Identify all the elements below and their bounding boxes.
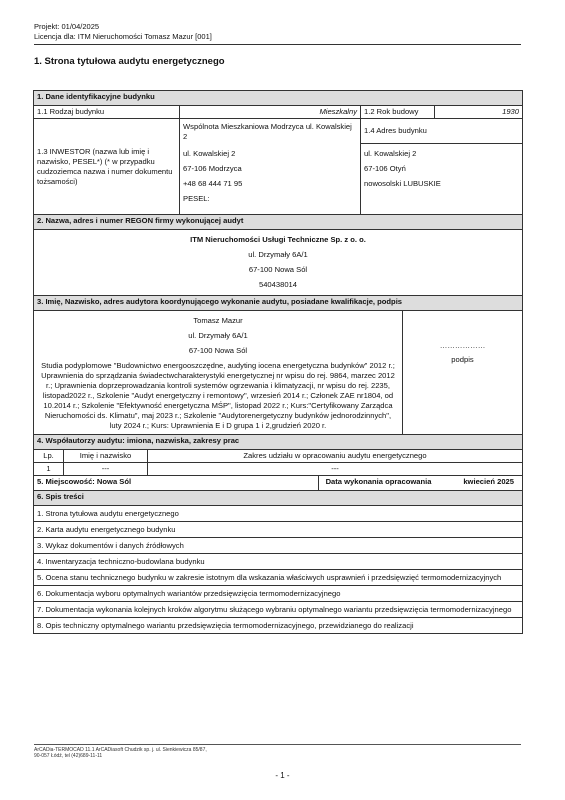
preparation-date-label: Data wykonania opracowania xyxy=(319,476,435,491)
toc-item: 3. Wykaz dokumentów i danych źródłowych xyxy=(34,538,523,554)
coauthor-scope: --- xyxy=(148,463,523,476)
building-type-value: Mieszkalny xyxy=(180,106,361,119)
auditor-street: ul. Drzymały 6A/1 xyxy=(188,331,248,340)
address-street: ul. Kowalskiej 2 xyxy=(364,149,417,158)
address-city: 67-106 Otyń xyxy=(364,164,406,173)
footer-credits xyxy=(34,747,207,759)
section-2-heading: 2. Nazwa, adres i numer REGON firmy wykonującej audyt xyxy=(34,215,523,230)
toc-item: 2. Karta audytu energetycznego budynku xyxy=(34,522,523,538)
investor-details xyxy=(180,119,361,215)
toc-item: 1. Strona tytułowa audytu energetycznego xyxy=(34,506,523,522)
auditor-name: Tomasz Mazur xyxy=(193,316,243,325)
coauthor-name: --- xyxy=(64,463,148,476)
building-type-label: 1.1 Rodzaj budynku xyxy=(34,106,180,119)
coauthor-lp: 1 xyxy=(34,463,64,476)
page-title: 1. Strona tytułowa audytu energetycznego xyxy=(34,56,225,67)
footer-divider xyxy=(34,744,521,745)
investor-pesel: PESEL: xyxy=(183,194,210,203)
coauthors-col-name: Imię i nazwisko xyxy=(64,450,148,463)
toc-item: 6. Dokumentacja wyboru optymalnych wariantów przedsięwzięcia termomodernizacyjnego xyxy=(34,586,523,602)
toc-item: 7. Dokumentacja wykonania kolejnych kroków algorytmu służącego wybraniu optymalnego wariantu przedsięwzięcia termomodernizacyjnego xyxy=(34,602,523,618)
audit-title-table xyxy=(33,90,523,634)
build-year-value: 1930 xyxy=(435,106,523,119)
page-number: - 1 - xyxy=(275,771,290,780)
auditor-qualifications: Studia podyplomowe "Budownictwo energooszczędne, audyting iocena energetyczna budynków" 2012 r.; Uprawnienia do sprządzania świadectwcharakterystyki energetycznej nr wpisu do rej. 9864, marzec 2012 r.; Uprawnienia doprzeprowadzania kontroli systemów ogrzewania i klimatyzacji, nr wpisu do rej. 2235, listopad2022 r., Szkolenie "Audyt energetyczny i remontowy", wrzesień 2014 r.; Członek ZAE nr1804, od 10.2014 r.; Szkolenie "Efektywność energetyczna MŚP", listopad 2022 r.; Kurs:"Certyfikowany Zarządca Nieruchomości ds. Klimatu", maj 2023 r.; Szkolenie "Audytorenergetyczny budynków jednorodzinnych", luty 2024 r.; Kurs: Uprawnienia E i D grupa 1 i 2,grudzień 2020 r. xyxy=(41,361,395,430)
address-region: nowosolski LUBUSKIE xyxy=(364,179,441,188)
build-year-label: 1.2 Rok budowy xyxy=(361,106,435,119)
auditor-details xyxy=(34,311,403,435)
section-3-heading: 3. Imię, Nazwisko, adres audytora koordynującego wykonanie audytu, posiadane kwalifikacje, podpis xyxy=(34,296,523,311)
section-1-heading: 1. Dane identyfikacyjne budynku xyxy=(34,91,523,106)
investor-phone: +48 68 444 71 95 xyxy=(183,179,243,188)
coauthors-col-scope: Zakres udziału w opracowaniu audytu energetycznego xyxy=(148,450,523,463)
license-info: Licencja dla: ITM Nieruchomości Tomasz Mazur [001] xyxy=(34,32,212,41)
investor-city: 67-106 Modrzyca xyxy=(183,164,242,173)
header-divider xyxy=(34,44,521,45)
signature-box xyxy=(403,311,523,435)
footer-line-2: 90-057 Łódź, tel (42)689-11-11 xyxy=(34,753,103,759)
investor-label: 1.3 INWESTOR (nazwa lub imię i nazwisko, PESEL*) (* w przypadku cudzoziemca nazwa i numer dokumentu tożsamości) xyxy=(34,119,180,215)
toc-item: 4. Inwentaryzacja techniczno-budowlana budynku xyxy=(34,554,523,570)
company-regon: 540438014 xyxy=(258,280,297,289)
auditor-city: 67-100 Nowa Sól xyxy=(188,346,248,355)
section-4-heading: 4. Współautorzy audytu: imiona, nazwiska, zakresy prac xyxy=(34,435,523,450)
table-row xyxy=(34,463,523,476)
signature-dots: ……………… xyxy=(439,341,486,350)
company-details xyxy=(34,230,523,296)
address-label: 1.4 Adres budynku xyxy=(361,119,522,144)
investor-street: ul. Kowalskiej 2 xyxy=(183,149,236,158)
place-of-preparation: 5. Miejscowość: Nowa Sól xyxy=(34,476,319,491)
signature-label: podpis xyxy=(451,355,474,364)
document-header xyxy=(34,22,212,42)
project-number: Projekt: 01/04/2025 xyxy=(34,22,100,31)
company-name: ITM Nieruchomości Usługi Techniczne Sp. z o. o. xyxy=(190,235,366,244)
company-city: 67-100 Nowa Sól xyxy=(248,265,308,274)
preparation-date-value: kwiecień 2025 xyxy=(435,476,523,491)
section-6-heading: 6. Spis treści xyxy=(34,491,523,506)
toc-item: 8. Opis techniczny optymalnego wariantu przedsięwzięcia termomodernizacyjnego, przewidzianego do realizacji xyxy=(34,618,523,634)
coauthors-col-lp: Lp. xyxy=(34,450,64,463)
toc-item: 5. Ocena stanu technicznego budynku w zakresie istotnym dla wskazania właściwych usprawnień i przedsięwzięć termomodernizacyjnych xyxy=(34,570,523,586)
building-address xyxy=(361,119,523,215)
footer-line-1: ArCADia-TERMOCAD 11.1 ArCADiasoft Chudzik sp. j. ul. Sienkiewicza 85/87, xyxy=(34,747,207,753)
investor-name: Wspólnota Mieszkaniowa Modrzyca ul. Kowalskiej 2 xyxy=(183,122,352,141)
company-street: ul. Drzymały 6A/1 xyxy=(248,250,308,259)
